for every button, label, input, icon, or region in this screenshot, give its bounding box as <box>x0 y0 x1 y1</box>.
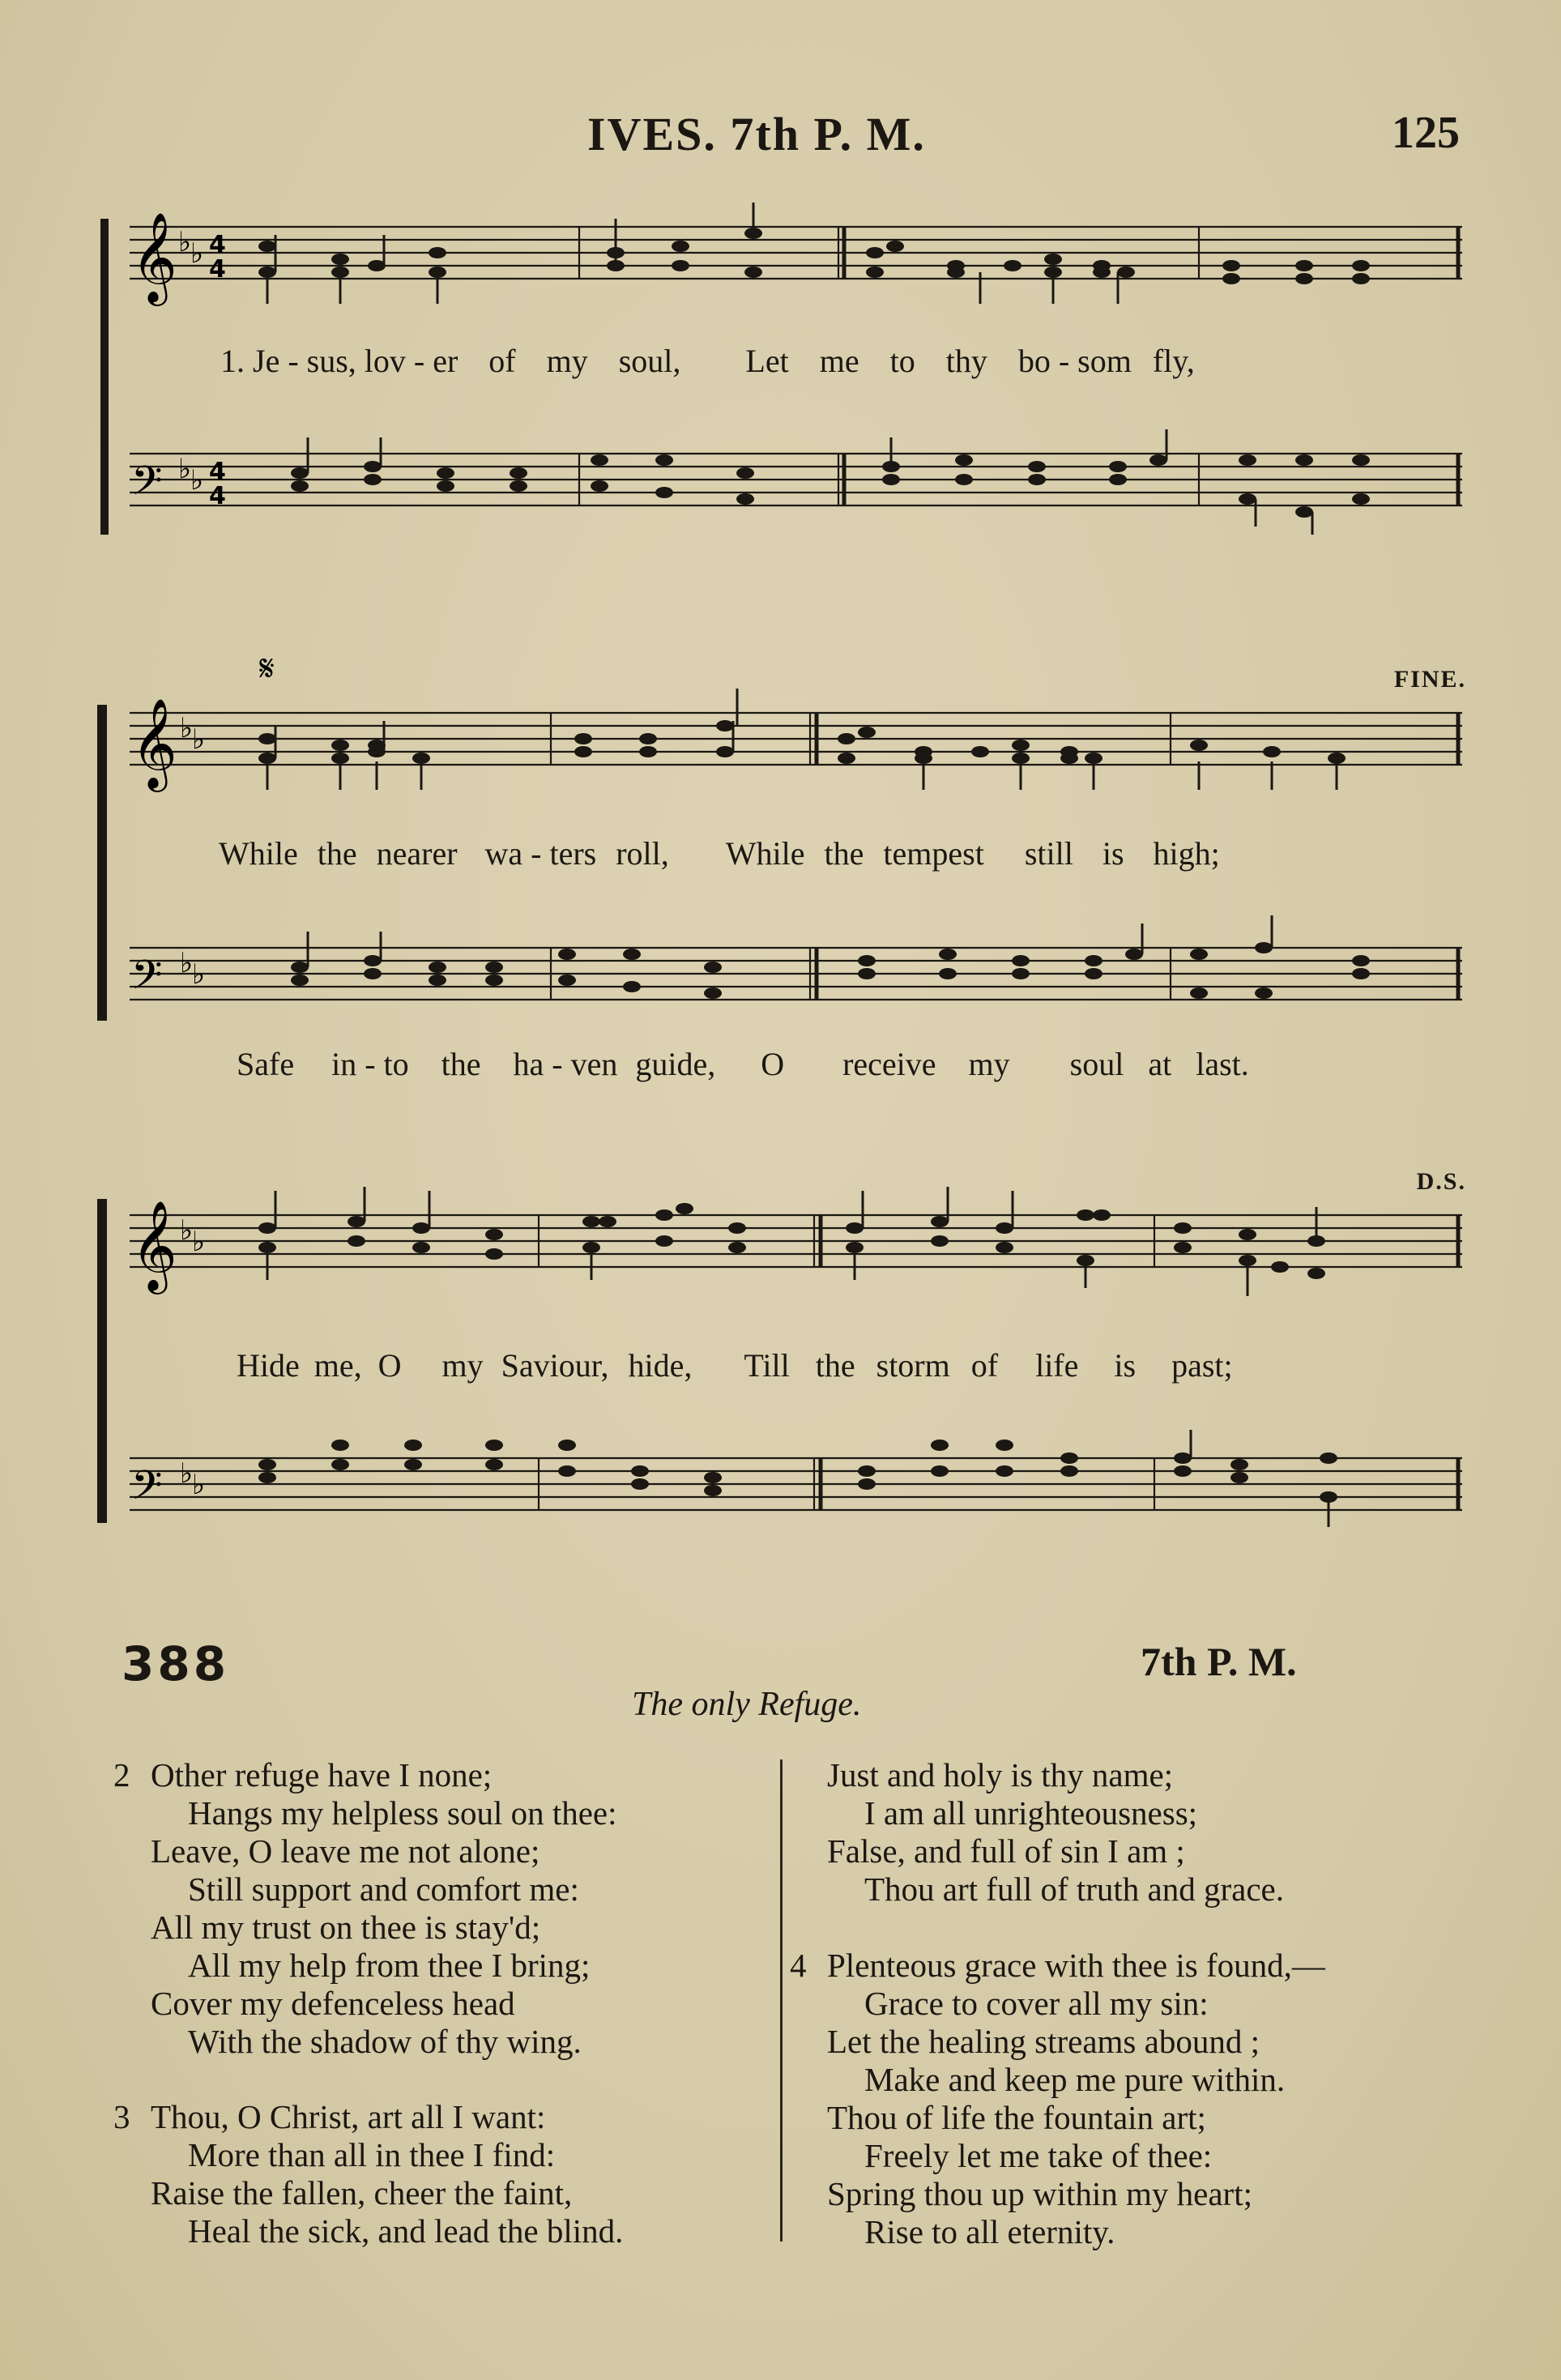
stanza-line: False, and full of sin I am ; <box>827 1832 1185 1870</box>
lyric-syllable: guide, <box>635 1046 716 1082</box>
stanza-line: Heal the sick, and lead the blind. <box>188 2212 624 2250</box>
stanza-line: Plenteous grace with thee is found,— <box>827 1947 1325 1984</box>
lyric-syllable: in - to <box>331 1046 409 1082</box>
lyric-syllable: roll, <box>616 835 669 872</box>
svg-text:♭: ♭ <box>190 239 204 269</box>
svg-text:♭: ♭ <box>192 725 206 755</box>
lyric-syllable: my <box>441 1347 484 1384</box>
page-number: 125 <box>1392 108 1460 158</box>
lyric-line-2 <box>219 834 1220 872</box>
lyric-syllable: the <box>824 835 864 872</box>
stanza-line: Rise to all eternity. <box>864 2213 1115 2250</box>
lyric-syllable: tempest <box>883 835 984 872</box>
stanza-line: All my trust on thee is stay'd; <box>151 1909 541 1946</box>
lyric-syllable: fly, <box>1152 343 1195 379</box>
lyric-syllable: the <box>441 1046 481 1082</box>
svg-text:4: 4 <box>209 255 226 284</box>
lyric-syllable: the <box>815 1347 855 1384</box>
lyric-syllable: bo - som <box>1017 343 1132 379</box>
segno-sign: 𝄋 <box>259 648 275 689</box>
lyric-syllable: life <box>1035 1347 1079 1384</box>
svg-text:4: 4 <box>209 482 226 510</box>
hymn-meter: 7th P. M. <box>1141 1639 1297 1684</box>
stanza-line: Still support and comfort me: <box>188 1870 579 1908</box>
hymn-subtitle: The only Refuge. <box>632 1686 862 1723</box>
lyric-syllable: the <box>317 835 357 872</box>
stanza-line: Thou of life the fountain art; <box>827 2099 1206 2136</box>
music-system-1 <box>97 203 1466 543</box>
column-divider <box>780 1759 783 2241</box>
lyric-syllable: ha - ven <box>513 1046 618 1082</box>
lyric-syllable: of <box>488 343 516 379</box>
lyric-syllable: Saviour, <box>501 1347 609 1384</box>
stanza-line: Leave, O leave me not alone; <box>151 1832 540 1870</box>
lyric-syllable: high; <box>1153 835 1220 872</box>
stanza-line: Just and holy is thy name; <box>827 1756 1174 1794</box>
stanza-line: I am all unrighteousness; <box>864 1794 1198 1832</box>
fine-label: FINE. <box>1393 666 1466 693</box>
lyric-line-1 <box>220 342 1195 380</box>
svg-text:♭: ♭ <box>180 1216 194 1246</box>
lyric-syllable: last. <box>1196 1046 1249 1082</box>
lyric-syllable: Safe <box>237 1046 295 1082</box>
lyric-syllable: Hide <box>237 1347 300 1384</box>
stanza-number: 2 <box>113 1756 130 1794</box>
lyric-syllable: hide, <box>628 1347 693 1384</box>
stanza-line: Thou art full of truth and grace. <box>864 1870 1285 1908</box>
lyric-syllable: Let <box>745 343 789 379</box>
svg-text:𝄞: 𝄞 <box>131 697 177 788</box>
lyric-syllable: 1. Je - sus, lov - er <box>220 343 458 379</box>
svg-text:𝄢: 𝄢 <box>131 952 163 1009</box>
svg-text:♭: ♭ <box>192 960 206 990</box>
lyric-syllable: O <box>377 1347 402 1384</box>
lyric-syllable: Till <box>744 1347 790 1384</box>
lyric-syllable: to <box>889 343 915 379</box>
lyric-syllable: storm <box>876 1347 950 1384</box>
svg-text:♭: ♭ <box>192 1470 206 1500</box>
stanza-4 <box>790 1947 1325 2251</box>
hymn-number: 388 <box>122 1636 230 1691</box>
svg-text:𝄢: 𝄢 <box>131 1462 163 1519</box>
stanza-line: Freely let me take of thee: <box>864 2137 1213 2174</box>
stanza-line: Raise the fallen, cheer the faint, <box>151 2174 573 2212</box>
lyric-syllable: of <box>970 1347 999 1384</box>
lyric-syllable: nearer <box>376 835 458 872</box>
stanza-number: 4 <box>790 1947 807 1984</box>
stanza-line: Make and keep me pure within. <box>864 2061 1286 2098</box>
ds-label: D.S. <box>1416 1168 1466 1195</box>
svg-text:𝄢: 𝄢 <box>131 458 163 514</box>
lyric-syllable: past; <box>1171 1347 1233 1384</box>
stanza-line: Thou, O Christ, art all I want: <box>151 2098 546 2135</box>
lyric-syllable: receive <box>842 1046 936 1082</box>
lyric-syllable: my <box>968 1046 1010 1082</box>
stanza-line: Grace to cover all my sin: <box>864 1985 1209 2022</box>
stanza-3-part-2 <box>790 1756 1284 1909</box>
lyric-line-3 <box>237 1045 1249 1083</box>
lyric-syllable: my <box>546 343 588 379</box>
stanza-line: More than all in thee I find: <box>188 2136 556 2173</box>
lyric-syllable: O <box>761 1046 785 1082</box>
lyric-syllable: still <box>1024 835 1073 872</box>
lyric-syllable: soul <box>1069 1046 1124 1082</box>
svg-text:♭: ♭ <box>190 466 204 496</box>
stanza-line: All my help from thee I bring; <box>188 1947 591 1984</box>
lyric-syllable: wa - ters <box>484 835 597 872</box>
stanza-line: Cover my defenceless head <box>151 1985 515 2022</box>
stanza-line: Let the healing streams abound ; <box>827 2023 1260 2060</box>
lyric-syllable: thy <box>945 343 987 379</box>
music-system-2 <box>97 648 1466 1082</box>
svg-text:♭: ♭ <box>180 1459 194 1489</box>
svg-text:♭: ♭ <box>178 454 192 484</box>
lyric-syllable: While <box>725 835 805 872</box>
lyric-syllable: is <box>1114 1347 1137 1384</box>
lyric-line-4 <box>237 1346 1233 1384</box>
svg-text:4: 4 <box>209 458 226 486</box>
stanza-number: 3 <box>113 2098 130 2135</box>
music-system-3 <box>97 1167 1466 1539</box>
lyric-syllable: me <box>819 343 859 379</box>
stanza-line: Spring thou up within my heart; <box>827 2175 1252 2212</box>
svg-text:𝄞: 𝄞 <box>131 211 177 302</box>
svg-text:♭: ♭ <box>192 1227 206 1257</box>
lyric-syllable: at <box>1148 1046 1172 1082</box>
lyric-syllable: soul, <box>618 343 681 379</box>
stanza-line: Hangs my helpless soul on thee: <box>188 1794 617 1832</box>
stanza-2 <box>113 1756 617 2061</box>
svg-text:♭: ♭ <box>180 714 194 744</box>
svg-text:♭: ♭ <box>180 949 194 979</box>
svg-text:𝄞: 𝄞 <box>131 1200 177 1290</box>
lyric-syllable: While <box>219 835 298 872</box>
tune-title: IVES. 7th P. M. <box>587 108 926 160</box>
lyric-syllable: is <box>1102 835 1124 872</box>
svg-text:♭: ♭ <box>178 228 192 258</box>
svg-text:4: 4 <box>209 231 226 259</box>
stanza-line: With the shadow of thy wing. <box>188 2023 582 2060</box>
stanza-line: Other refuge have I none; <box>151 1756 493 1794</box>
lyric-syllable: me, <box>313 1347 362 1384</box>
stanza-3-part-1 <box>113 2098 623 2250</box>
